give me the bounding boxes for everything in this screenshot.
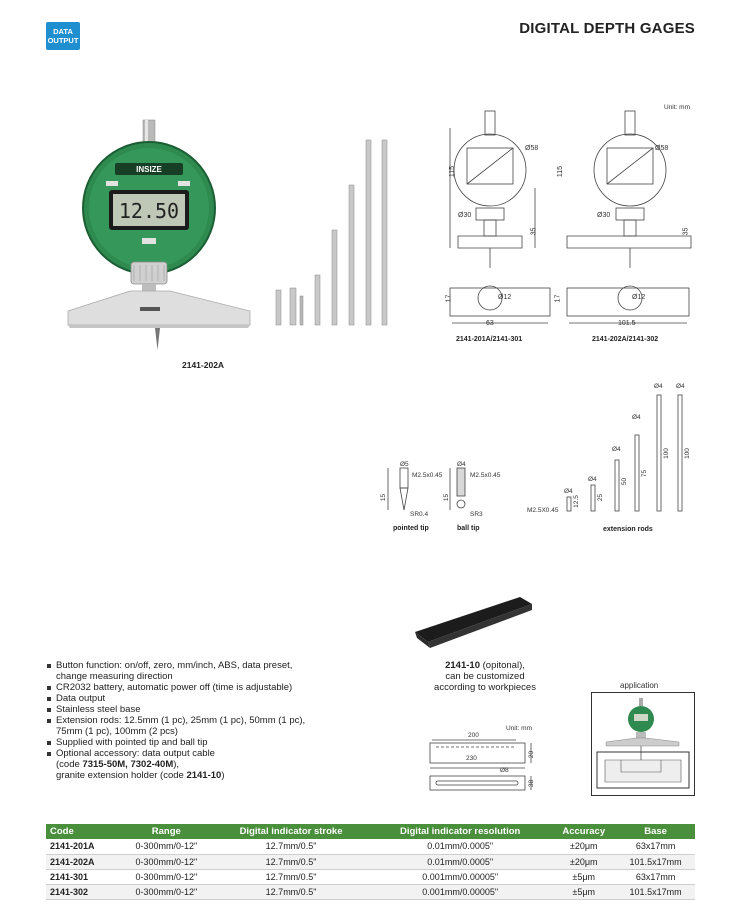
left-dim-base-h: 17 [445,294,453,303]
rod-6-dia: Ø4 [676,383,685,390]
lcd-display-value: 12.50 [118,199,180,223]
pointed-tip-dia: Ø5 [400,461,409,468]
pointed-tip-thread: M2.5x0.45 [412,472,443,479]
rod-2-length: 25 [597,493,605,502]
holder-unit: Unit: mm [506,725,532,732]
holder-dim-230: 230 [466,755,477,762]
optional-line-3: according to workpieces [434,682,536,693]
rod-1-dia: Ø4 [564,488,573,495]
left-dim-tip: Ø12 [498,294,512,301]
holder-dim-20: 20 [528,750,536,759]
table-row: 2141-301 0-300mm/0-12" 12.7mm/0.5" 0.001mm/0.00005" ±5μm 63x17mm [46,869,695,884]
left-dim-depth: 35 [530,227,538,236]
page-title: DIGITAL DEPTH GAGES [519,20,695,37]
feature-item: Stainless steel base [46,704,376,715]
feature-item: Extension rods: 12.5mm (1 pc), 25mm (1 pc), 50mm (1 pc), 75mm (1 pc), 100mm (2 pcs) [46,715,376,737]
spec-table [46,824,695,900]
badge-line-1: DATA [53,27,73,36]
gage-brand: INSIZE [136,165,162,174]
rods-caption: extension rods [603,526,653,533]
drawing-unit: Unit: mm [664,104,690,111]
holder-dim-8: Ø8 [500,767,509,774]
left-drawing-caption: 2141-201A/2141-301 [456,336,523,343]
rod-5-dia: Ø4 [654,383,663,390]
ball-tip-dia: Ø4 [457,461,466,468]
rods-thread: M2.5X0.45 [527,507,559,514]
spec-table-header [46,824,695,839]
feature-item: Optional accessory: data output cable (code 7315-50M, 7302-40M), granite extension holder (code 2141-10) [46,748,376,781]
optional-label: (opitonal), [479,660,525,671]
granite-holder-photo [410,592,535,654]
depth-gage-photo [60,115,260,355]
rod-5-length: 100 [662,448,670,459]
product-caption: 2141-202A [182,360,225,370]
table-row: 2141-201A 0-300mm/0-12" 12.7mm/0.5" 0.01mm/0.0005" ±20μm 63x17mm [46,839,695,854]
rod-1-length: 12.5 [572,495,580,508]
col-accuracy: Accuracy [551,824,616,839]
col-resolution: Digital indicator resolution [369,824,551,839]
badge-line-2: OUTPUT [47,36,79,45]
right-dim-depth: 35 [682,227,690,236]
feature-item: Button function: on/off, zero, mm/inch, ABS, data preset, change measuring direction [46,660,376,682]
col-base: Base [616,824,695,839]
application-label: application [620,681,659,690]
col-stroke: Digital indicator stroke [213,824,369,839]
rod-2-dia: Ø4 [588,476,597,483]
right-dim-base-h: 17 [554,294,562,303]
ball-tip-radius: SR3 [470,511,483,518]
holder-dim-38: 38 [528,779,536,788]
feature-item: CR2032 battery, automatic power off (time is adjustable) [46,682,376,693]
ball-tip-length: 15 [443,493,451,502]
feature-item: Data output [46,693,376,704]
extension-rods-photo [268,130,398,330]
rod-4-length: 75 [641,469,649,478]
right-dim-tip: Ø12 [632,294,646,301]
optional-code: 2141-10 [445,660,480,671]
rod-3-dia: Ø4 [612,446,621,453]
left-dim-dia: Ø58 [525,145,539,152]
left-dim-collar: Ø30 [458,212,472,219]
rod-4-dia: Ø4 [632,414,641,421]
pointed-tip-length: 15 [380,493,388,502]
feature-item: Supplied with pointed tip and ball tip [46,737,376,748]
rod-3-length: 50 [621,477,629,486]
optional-line-2: can be customized [445,671,525,682]
right-dim-width: 101.5 [618,320,636,327]
optional-accessory [410,660,560,693]
data-output-badge [46,22,80,50]
features-list [46,660,376,781]
ball-tip-thread: M2.5x0.45 [470,472,501,479]
pointed-tip-radius: SR0.4 [410,511,429,518]
right-dim-collar: Ø30 [597,212,611,219]
left-dim-height: 115 [449,165,457,178]
holder-drawing [424,732,539,794]
table-row: 2141-302 0-300mm/0-12" 12.7mm/0.5" 0.001mm/0.00005" ±5μm 101.5x17mm [46,884,695,899]
rods-drawing [560,385,700,525]
left-dim-width: 63 [486,320,494,327]
pointed-tip-caption: pointed tip [393,525,429,532]
rod-6-length: 100 [683,448,691,459]
col-code: Code [46,824,120,839]
application-diagram [591,692,695,796]
col-range: Range [120,824,214,839]
drawing-right [565,108,695,330]
right-dim-height: 115 [557,165,565,178]
ball-tip-caption: ball tip [457,525,480,532]
right-drawing-caption: 2141-202A/2141-302 [592,336,659,343]
table-row: 2141-202A 0-300mm/0-12" 12.7mm/0.5" 0.01mm/0.0005" ±20μm 101.5x17mm [46,854,695,869]
right-dim-dia: Ø58 [655,145,669,152]
holder-dim-200: 200 [468,732,479,739]
